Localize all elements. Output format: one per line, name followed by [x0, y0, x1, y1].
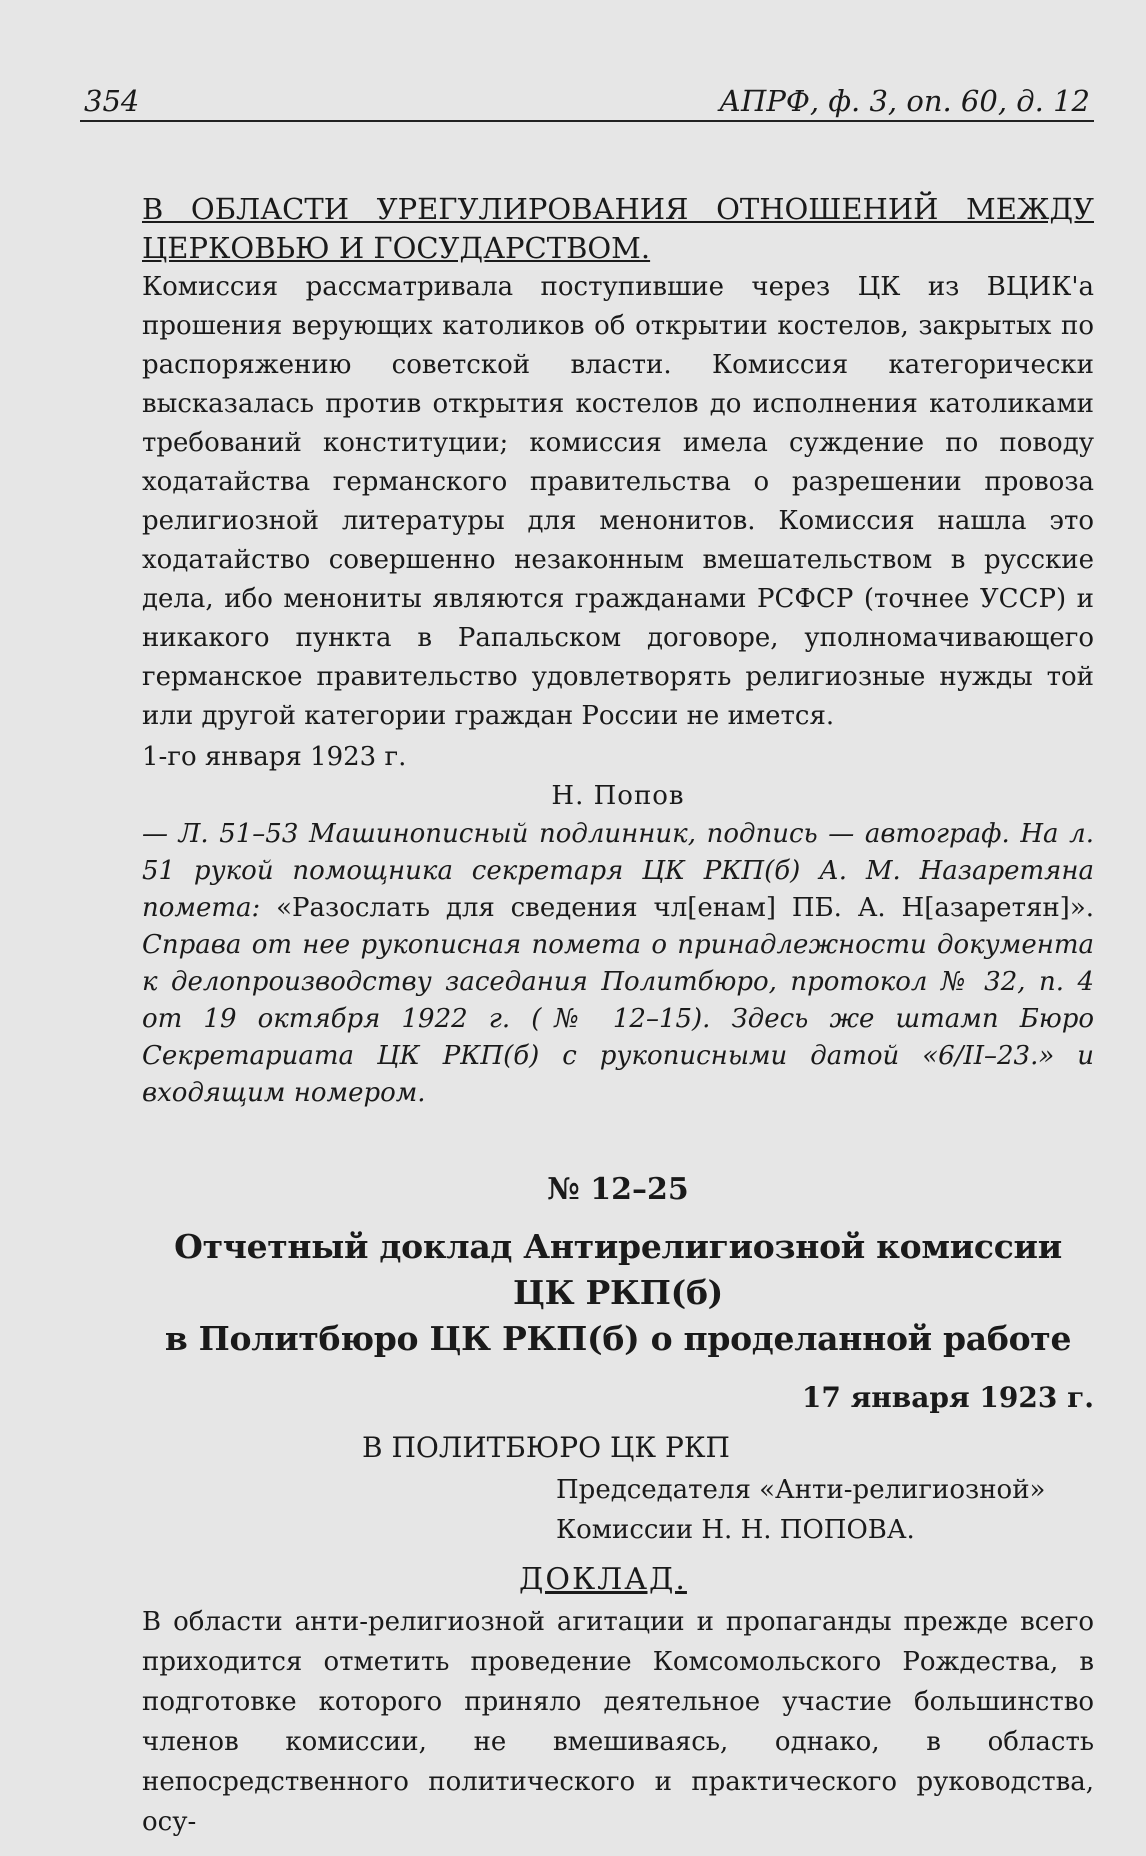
- archival-note-part2: Справа от нее рукописная помета о принадлежности документа к делопроизводству заседания Политбюро, протокол № 32, п. 4 от 19 октября 1922 г. (№ 12–15). Здесь же штамп Бюро Секретариата ЦК РКП(б) с рукописными датой «6/II–23.» и входящим номером.: [142, 930, 1094, 1108]
- document-from-line2: Комиссии Н. Н. ПОПОВА.: [556, 1515, 915, 1545]
- document-number: № 12–25: [547, 1172, 689, 1207]
- report-heading: ДОКЛАД.: [519, 1562, 687, 1597]
- document-title-line2: в Политбюро ЦК РКП(б) о проделанной работе: [164, 1319, 1072, 1358]
- section-paragraph: Комиссия рассматривала поступившие через ЦК из ВЦИК'а прошения верующих католиков об открытии костелов, закрытых по распоряжению советской власти. Комиссия категорически высказалась против открытия костелов до исполнения католиками требований конституции; комиссия имела суждение по поводу ходатайства германского правительства о разрешении провоза религиозной литературы для менонитов. Комиссия нашла это ходатайство совершенно незаконным вмешательством в русские дела, ибо менониты являются гражданами РСФСР (точнее УССР) и никакого пункта в Рапальском договоре, уполномачивающего германское правительство удовлетворять религиозные нужды той или другой категории граждан России не имется.: [142, 272, 1094, 731]
- archival-note-quote: «Разослать для сведения чл[енам] ПБ. А. Н[азаретян]».: [276, 893, 1094, 923]
- document-title-line1: Отчетный доклад Антирелигиозной комиссии ЦК РКП(б): [174, 1227, 1062, 1312]
- report-paragraph: В области анти-религиозной агитации и пропаганды прежде всего приходится отметить проведение Комсомольского Рождества, в подготовке которого приняло деятельное участие большинство членов комиссии, не вмешиваясь, однако, в область непосредственного политического и практического руководства, осу-: [142, 1607, 1094, 1837]
- section-signer: Н. Попов: [551, 781, 685, 811]
- archive-reference: АПРФ, ф. 3, оп. 60, д. 12: [719, 84, 1090, 118]
- document-title: [142, 1224, 1094, 1362]
- document-date: 17 января 1923 г.: [801, 1381, 1094, 1414]
- archival-note: [142, 816, 1094, 1112]
- section-date: 1-го января 1923 г.: [142, 742, 407, 772]
- section-title: В ОБЛАСТИ УРЕГУЛИРОВАНИЯ ОТНОШЕНИЙ МЕЖДУ ЦЕРКОВЬЮ И ГОСУДАРСТВОМ.: [142, 192, 1094, 265]
- page-number: 354: [84, 84, 140, 118]
- page-header: [80, 84, 1094, 122]
- document-addressee: В ПОЛИТБЮРО ЦК РКП: [362, 1431, 730, 1464]
- archival-note-part1: — Л. 51–53 Машинописный подлинник, подпись — автограф. На л. 51 рукой помощника секретаря ЦК РКП(б) А. М. Назаретяна помета:: [142, 819, 1094, 923]
- document-from-line1: Председателя «Анти-религиозной»: [556, 1475, 1046, 1505]
- page-body: [142, 190, 1094, 1842]
